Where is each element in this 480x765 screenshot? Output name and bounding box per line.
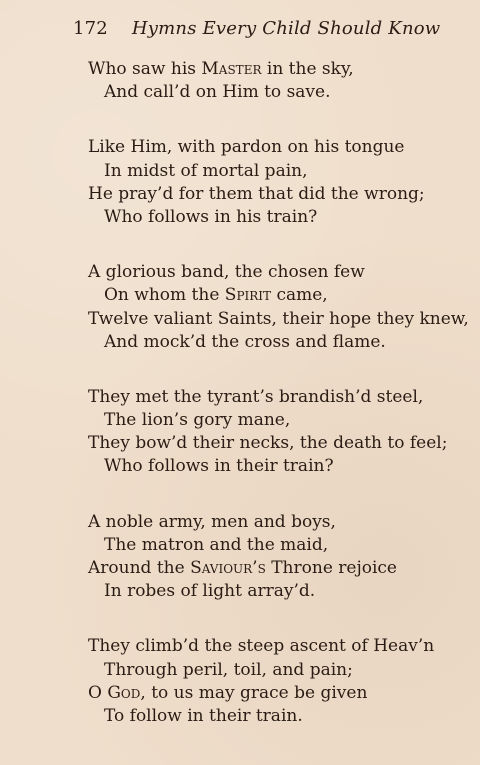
line-text-prefix: O <box>88 682 108 703</box>
poem-line-9: Twelve valiant Saints, their hope they knew, <box>88 308 469 329</box>
poem-line-20: Through peril, toil, and pain; <box>104 659 353 680</box>
poem-line-8 <box>88 284 428 307</box>
stanza-4 <box>88 386 448 479</box>
line-text-suffix: came, <box>271 285 328 306</box>
line-text-prefix: Around the <box>88 558 191 578</box>
poem-line-18: In robes of light array’d. <box>104 581 316 602</box>
poem-line-3: Like Him, with pardon on his tongue <box>88 137 405 158</box>
page-number: 172 <box>73 18 108 39</box>
poem-line-12: The lion’s gory mane, <box>104 410 291 431</box>
poem-line-6: Who follows in his train? <box>104 206 318 227</box>
line-text-suffix: , to us may grace be given <box>140 682 368 703</box>
poem-line-16: The matron and the maid, <box>104 534 329 555</box>
line-text-prefix: On whom the <box>104 285 225 306</box>
poem-line-1 <box>88 58 428 81</box>
small-caps-word: Master <box>201 59 262 79</box>
poem-line-10: And mock’d the cross and flame. <box>104 331 386 352</box>
running-title: Hymns Every Child Should Know <box>131 18 441 39</box>
poem-text <box>88 58 469 760</box>
stanza-3 <box>88 261 469 354</box>
poem-line-2: And call’d on Him to save. <box>104 82 331 103</box>
poem-line-4: In midst of mortal pain, <box>104 160 308 181</box>
poem-line-11: They met the tyrant’s brandish’d steel, <box>88 386 424 407</box>
poem-line-7: A glorious band, the chosen few <box>88 262 365 283</box>
stanza-6 <box>88 635 435 728</box>
stanza-1 <box>88 58 428 104</box>
small-caps-word: God <box>107 682 141 703</box>
poem-line-5: He pray’d for them that did the wrong; <box>88 183 425 204</box>
line-text-suffix: Throne rejoice <box>265 558 397 578</box>
stanza-5 <box>88 511 428 604</box>
poem-line-15: A noble army, men and boys, <box>88 511 336 532</box>
poem-line-22: To follow in their train. <box>104 705 303 726</box>
line-text-suffix: in the sky, <box>261 59 354 79</box>
line-text-prefix: Who saw his <box>88 59 202 79</box>
small-caps-word: Saviour’s <box>190 558 266 578</box>
poem-line-21 <box>88 682 428 705</box>
page-header <box>73 18 441 46</box>
poem-line-19: They climb’d the steep ascent of Heav’n <box>88 636 435 657</box>
small-caps-word: Spirit <box>224 285 272 306</box>
poem-line-17 <box>88 557 428 580</box>
stanza-2 <box>88 136 428 229</box>
poem-line-14: Who follows in their train? <box>104 456 334 477</box>
poem-line-13: They bow’d their necks, the death to feel; <box>88 433 448 454</box>
